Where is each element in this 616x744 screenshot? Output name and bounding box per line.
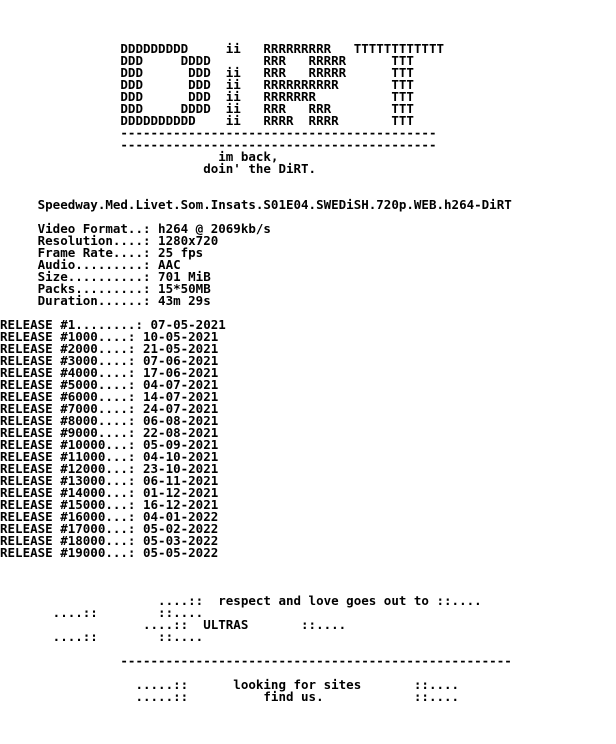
nfo-line: RELEASE #10000...: 05-09-2021 (0, 437, 219, 452)
nfo-line: DDDDDDDDD ii RRRRRRRRR TTTTTTTTTTTT (0, 41, 445, 56)
nfo-line: DDD DDDD ii RRR RRR TTT (0, 101, 414, 116)
nfo-line: .....:: looking for sites ::.... (0, 677, 460, 692)
nfo-line: RELEASE #8000....: 06-08-2021 (0, 413, 219, 428)
nfo-line: RELEASE #15000...: 16-12-2021 (0, 497, 219, 512)
nfo-line: DDD DDD ii RRRRRRR TTT (0, 89, 414, 104)
nfo-line: RELEASE #4000....: 17-06-2021 (0, 365, 219, 380)
nfo-line: RELEASE #13000...: 06-11-2021 (0, 473, 219, 488)
nfo-line: DDD DDD ii RRR RRRRR TTT (0, 65, 414, 80)
nfo-text (0, 43, 512, 703)
nfo-line: ---------------------------------------------------- (0, 653, 512, 668)
nfo-line: Video Format..: h264 @ 2069kb/s (0, 221, 271, 236)
nfo-line (0, 571, 512, 583)
nfo-line: RELEASE #2000....: 21-05-2021 (0, 341, 219, 356)
nfo-line: RELEASE #16000...: 04-01-2022 (0, 509, 219, 524)
nfo-line (0, 559, 512, 571)
nfo-line: DDD DDDD RRR RRRRR TTT (0, 53, 414, 68)
nfo-line (0, 175, 512, 187)
nfo-line: RELEASE #19000...: 05-05-2022 (0, 545, 219, 560)
nfo-line: RELEASE #6000....: 14-07-2021 (0, 389, 219, 404)
nfo-line: Frame Rate....: 25 fps (0, 245, 204, 260)
nfo-line: RELEASE #1000....: 10-05-2021 (0, 329, 219, 344)
nfo-line: ------------------------------------------ (0, 137, 437, 152)
nfo-line: RELEASE #17000...: 05-02-2022 (0, 521, 219, 536)
nfo-line: RELEASE #1........: 07-05-2021 (0, 317, 226, 332)
nfo-line: Packs.........: 15*50MB (0, 281, 211, 296)
nfo-line: RELEASE #12000...: 23-10-2021 (0, 461, 219, 476)
nfo-line: Duration......: 43m 29s (0, 293, 211, 308)
nfo-line: RELEASE #11000...: 04-10-2021 (0, 449, 219, 464)
nfo-line: RELEASE #9000....: 22-08-2021 (0, 425, 219, 440)
nfo-line: RELEASE #7000....: 24-07-2021 (0, 401, 219, 416)
nfo-line: Speedway.Med.Livet.Som.Insats.S01E04.SWEDiSH.720p.WEB.h264-DiRT (0, 197, 512, 212)
nfo-line: ....:: ULTRAS ::.... (0, 617, 347, 632)
nfo-line: RELEASE #18000...: 05-03-2022 (0, 533, 219, 548)
nfo-line: ....:: respect and love goes out to ::.... (0, 593, 482, 608)
nfo-line: ------------------------------------------ (0, 125, 437, 140)
nfo-line: DDD DDD ii RRRRRRRRRR TTT (0, 77, 414, 92)
nfo-line: DDDDDDDDDD ii RRRR RRRR TTT (0, 113, 414, 128)
nfo-line: Size..........: 701 MiB (0, 269, 211, 284)
nfo-line: .....:: find us. ::.... (0, 689, 460, 704)
nfo-line: Audio.........: AAC (0, 257, 181, 272)
nfo-line: im back, (0, 149, 279, 164)
nfo-line: RELEASE #5000....: 04-07-2021 (0, 377, 219, 392)
nfo-line: ....:: ::.... (0, 605, 204, 620)
nfo-line: Resolution....: 1280x720 (0, 233, 219, 248)
nfo-line: RELEASE #14000...: 01-12-2021 (0, 485, 219, 500)
nfo-line: RELEASE #3000....: 07-06-2021 (0, 353, 219, 368)
nfo-line: ....:: ::.... (0, 629, 204, 644)
nfo-line: doin' the DiRT. (0, 161, 317, 176)
